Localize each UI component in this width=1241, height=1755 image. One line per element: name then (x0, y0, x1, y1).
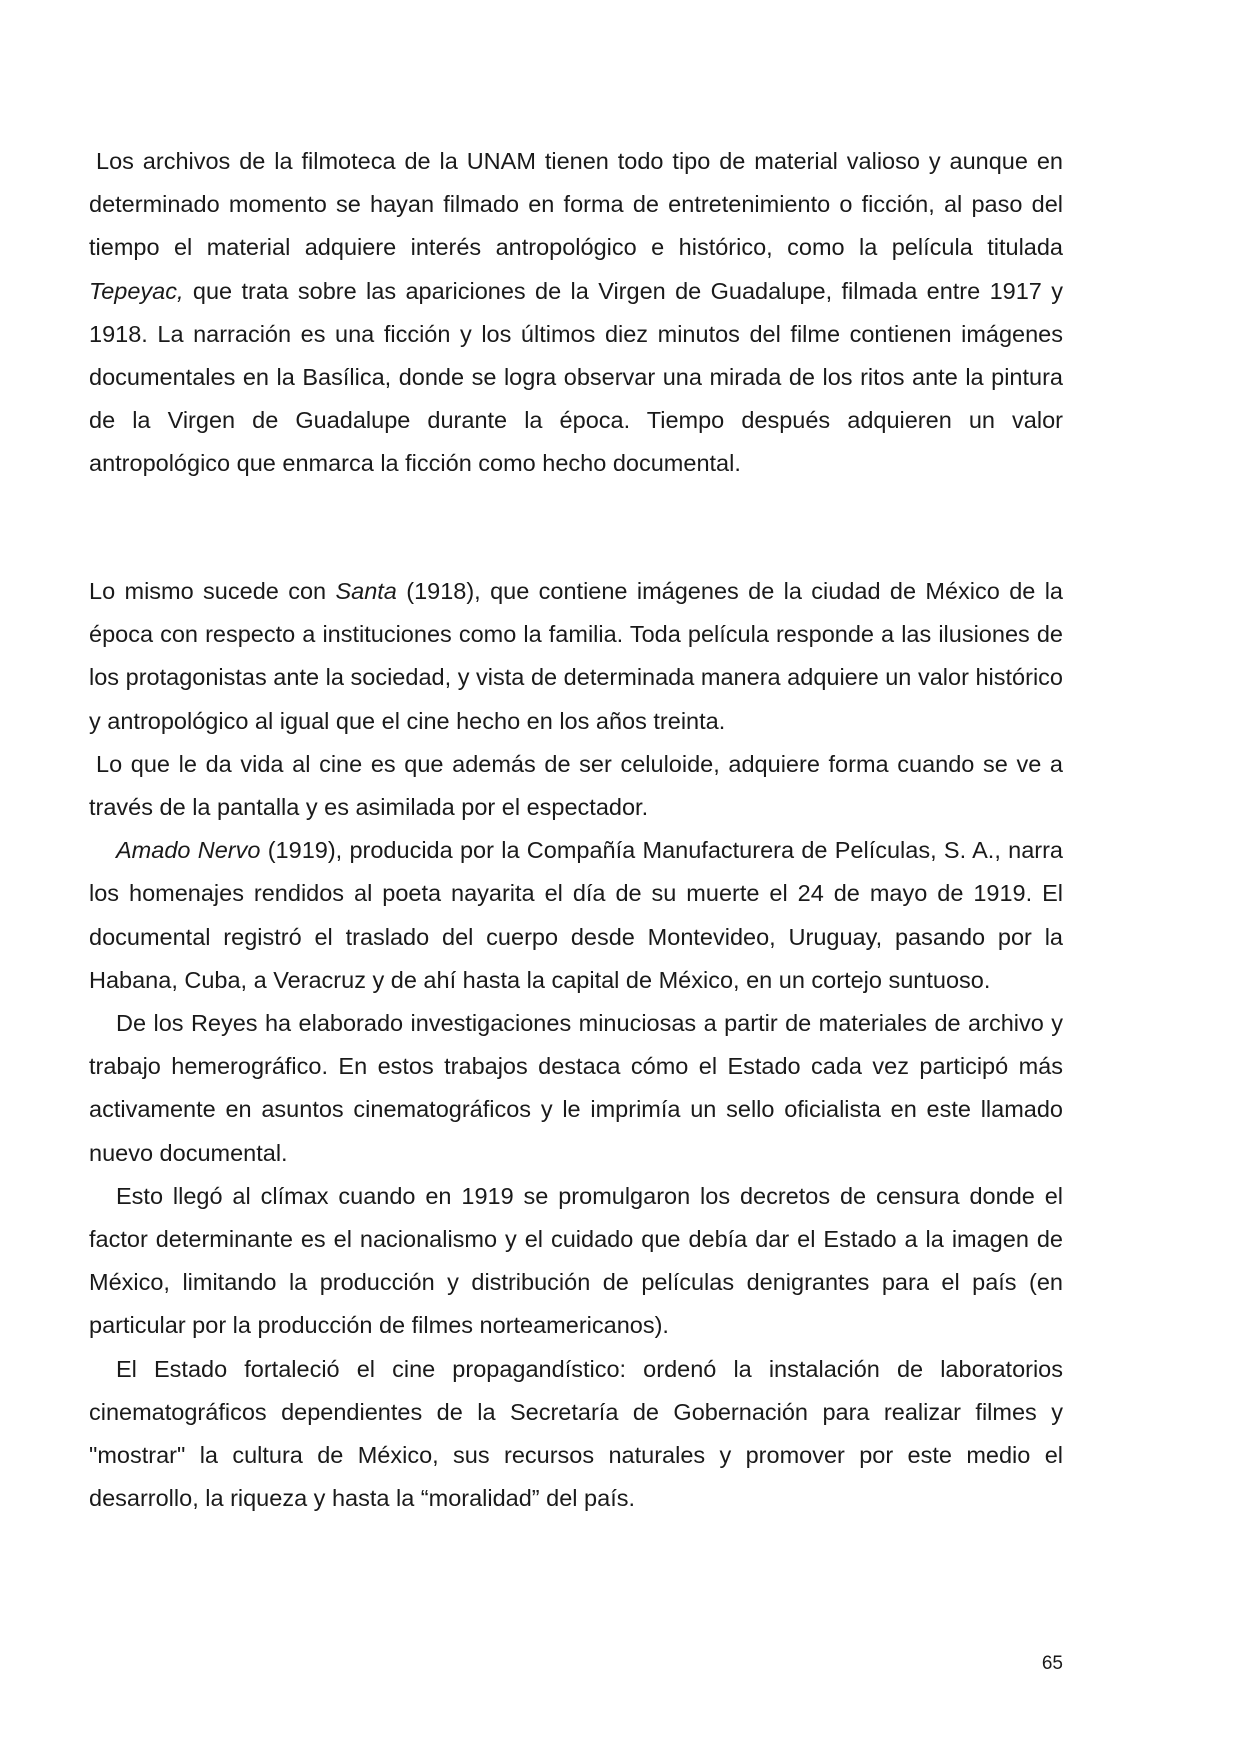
paragraph-text: (1919), producida por la Compañía Manufacturera de Películas, S. A., narra los homenajes rendidos al poeta nayarita el día de su muerte el 24 de mayo de 1919. El documental registró el traslado del cuerpo desde Montevideo, Uruguay, pasando por la Habana, Cuba, a Veracruz y de ahí hasta la capital de México, en un cortejo suntuoso. (89, 837, 1063, 993)
paragraph-amado-nervo (89, 829, 1063, 1002)
paragraph-text: Lo mismo sucede con (89, 578, 336, 604)
film-title-tepeyac: Tepeyac, (89, 277, 184, 304)
film-title-santa: Santa (335, 578, 397, 604)
paragraph-text: (1918), que contiene imágenes de la ciudad de México de la época con respecto a instituciones como la familia. Toda película responde a las ilusiones de los protagonistas ante la sociedad, y vista de determinada manera adquiere un valor histórico y antropológico al igual que el cine hecho en los años treinta. (89, 578, 1063, 734)
paragraph-text: Los archivos de la filmoteca de la UNAM tienen todo tipo de material valioso y aunque en determinado momento se hayan filmado en forma de entretenimiento o ficción, al paso del tiempo el material adquiere interés antropológico e histórico, como la película titulada (89, 148, 1063, 261)
paragraph-censura: Esto llegó al clímax cuando en 1919 se promulgaron los decretos de censura donde el factor determinante es el nacionalismo y el cuidado que debía dar el Estado a la imagen de México, limitando la producción y distribución de películas denigrantes para el país (en particular por la producción de filmes norteamericanos). (89, 1182, 1063, 1339)
text-section-2 (89, 570, 1063, 1520)
paragraph-santa (89, 570, 1063, 743)
paragraph-filmoteca (89, 140, 1063, 486)
paragraph-de-los-reyes: De los Reyes ha elaborado investigaciones minuciosas a partir de materiales de archivo y trabajo hemerográfico. En estos trabajos destaca cómo el Estado cada vez participó más activamente en asuntos cinematográficos y le imprimía un sello oficialista en este llamado nuevo documental. (89, 1010, 1063, 1166)
film-title-amado-nervo: Amado Nervo (116, 837, 261, 864)
paragraph-text: que trata sobre las apariciones de la Virgen de Guadalupe, filmada entre 1917 y 1918. La narración es una ficción y los últimos diez minutos del filme contienen imágenes documentales en la Basílica, donde se logra observar una mirada de los ritos ante la pintura de la Virgen de Guadalupe durante la época. Tiempo después adquieren un valor antropológico que enmarca la ficción como hecho documental. (89, 277, 1063, 477)
paragraph-celuloide: Lo que le da vida al cine es que además de ser celuloide, adquiere forma cuando se ve a través de la pantalla y es asimilada por el espectador. (89, 750, 1063, 821)
paragraph-cine-propagandistico: El Estado fortaleció el cine propagandístico: ordenó la instalación de laboratorios cinematográficos dependientes de la Secretaría de Gobernación para realizar filmes y "mostrar" la cultura de México, sus recursos naturales y promover por este medio el desarrollo, la riqueza y hasta la “moralidad” del país. (89, 1355, 1063, 1512)
page-number: 65 (1041, 1653, 1063, 1674)
text-section-1 (89, 140, 1063, 486)
